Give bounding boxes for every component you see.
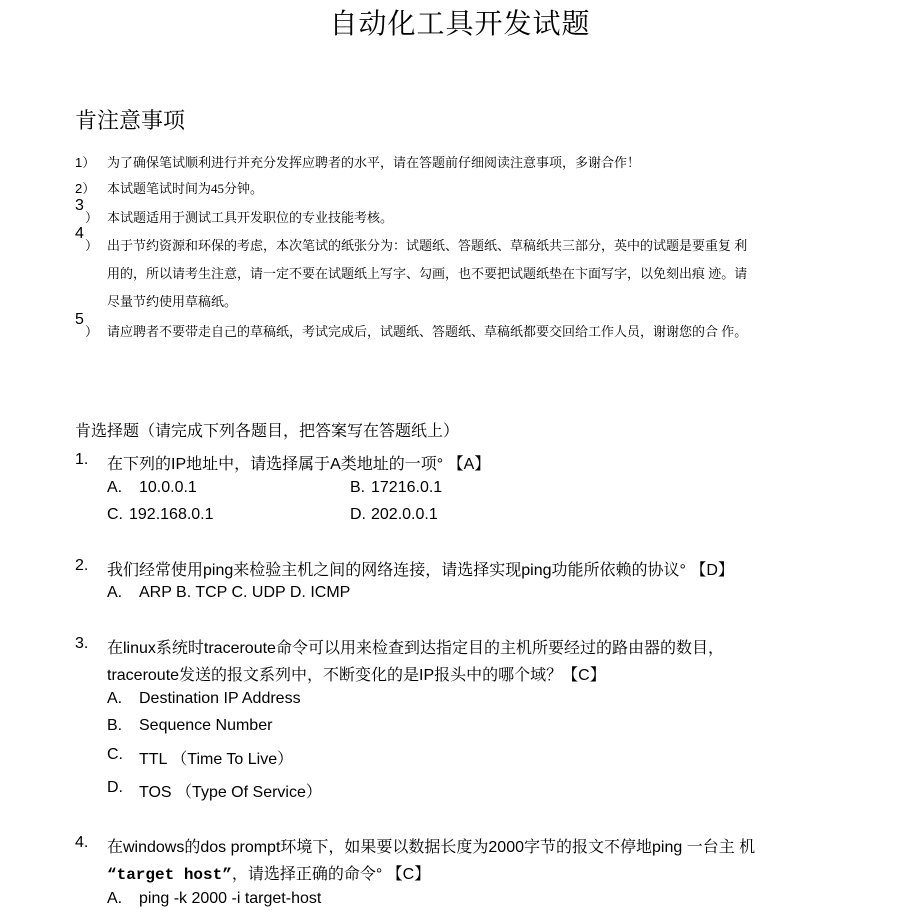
notice-item-number: 2） — [75, 181, 96, 196]
question-text: 在linux系统时traceroute命令可以用来检查到达指定目的主机所要经过的路由器的数目， — [107, 640, 724, 657]
notice-item-number: 5 — [75, 311, 84, 328]
section-heading: 肯选择题（请完成下列各题目，把答案写在答题纸上） — [75, 423, 460, 440]
option-text: ARP B. TCP C. UDP D. ICMP — [139, 584, 351, 601]
option-text: 192.168.0.1 — [129, 506, 214, 523]
notice-item-number: 1） — [75, 155, 96, 170]
option-text: ping -k 2000 -i target-host — [139, 890, 322, 907]
option-text: 202.0.0.1 — [371, 506, 438, 523]
question-text: 在下列的IP地址中，请选择属于A类地址的一项° 【A】 — [107, 456, 491, 473]
question-number: 2. — [75, 557, 89, 574]
notice-item-paren: ） — [85, 324, 99, 339]
notice-item-text: 用的，所以请考生注意，请一定不要在试题纸上写字、勾画，也不要把试题纸垫在卞面写字，以免刻出痕 迹。请 — [107, 266, 748, 281]
notice-item-text: 尽量节约使用草稿纸。 — [107, 294, 238, 309]
question-text: 在windows的dos prompt环境下，如果要以数据长度为2000字节的报文不停地ping 一台主 机 — [107, 839, 756, 856]
question-text-rest: ，请选择正确的命令° 【C】 — [231, 866, 431, 883]
option-label: B. — [107, 717, 123, 734]
notice-item-text: 本试题适用于测试工具开发职位的专业技能考核。 — [107, 210, 394, 225]
quoted-host: “target host” — [107, 866, 232, 884]
page-title: 自动化工具开发试题 — [329, 8, 591, 39]
notice-item-number: 3 — [75, 197, 84, 214]
notice-item-paren: ） — [85, 238, 99, 253]
option-label: A. — [107, 584, 123, 601]
question-number: 4. — [75, 834, 89, 851]
option-label: D. — [107, 779, 123, 796]
question-text: traceroute发送的报文系列中，不断变化的是IP报头中的哪个域？【C】 — [107, 667, 606, 684]
option-label: C. — [107, 746, 123, 763]
notice-item-text: 本试题笔试时间为45分钟。 — [107, 181, 264, 196]
notice-heading: 肯注意事项 — [75, 108, 186, 133]
notice-item-text: 为了确保笔试顺利进行并充分发挥应聘者的水平，请在答题前仔细阅读注意事项，多谢合作！ — [107, 155, 641, 170]
question-number: 3. — [75, 635, 89, 652]
notice-item-text: 请应聘者不要带走自己的草稿纸，考试完成后，试题纸、答题纸、草稿纸都要交回给工作人员，谢谢您的合 作。 — [107, 324, 748, 339]
notice-item-number: 4 — [75, 225, 84, 242]
option-label: D. — [350, 506, 366, 523]
option-label: C. — [107, 506, 123, 523]
option-label: B. — [350, 479, 366, 496]
option-label: A. — [107, 890, 123, 907]
question-number: 1. — [75, 451, 89, 468]
option-label: A. — [107, 690, 123, 707]
notice-item-paren: ） — [85, 210, 99, 225]
option-text: 17216.0.1 — [371, 479, 443, 496]
option-text: TOS （Type Of Service） — [139, 784, 322, 801]
option-label: A. — [107, 479, 123, 496]
notice-item-text: 出于节约资源和环保的考虑，本次笔试的纸张分为：试题纸、答题纸、草稿纸共三部分，英中的试题是要重复 利 — [107, 238, 748, 253]
option-text: 10.0.0.1 — [139, 479, 197, 496]
option-text: Destination IP Address — [139, 690, 301, 707]
question-text: 我们经常使用ping来检验主机之间的网络连接，请选择实现ping功能所依赖的协议° 【D】 — [107, 562, 734, 579]
option-text: TTL （Time To Live） — [139, 751, 294, 768]
question-text-line2 — [107, 861, 430, 884]
option-text: Sequence Number — [139, 717, 273, 734]
